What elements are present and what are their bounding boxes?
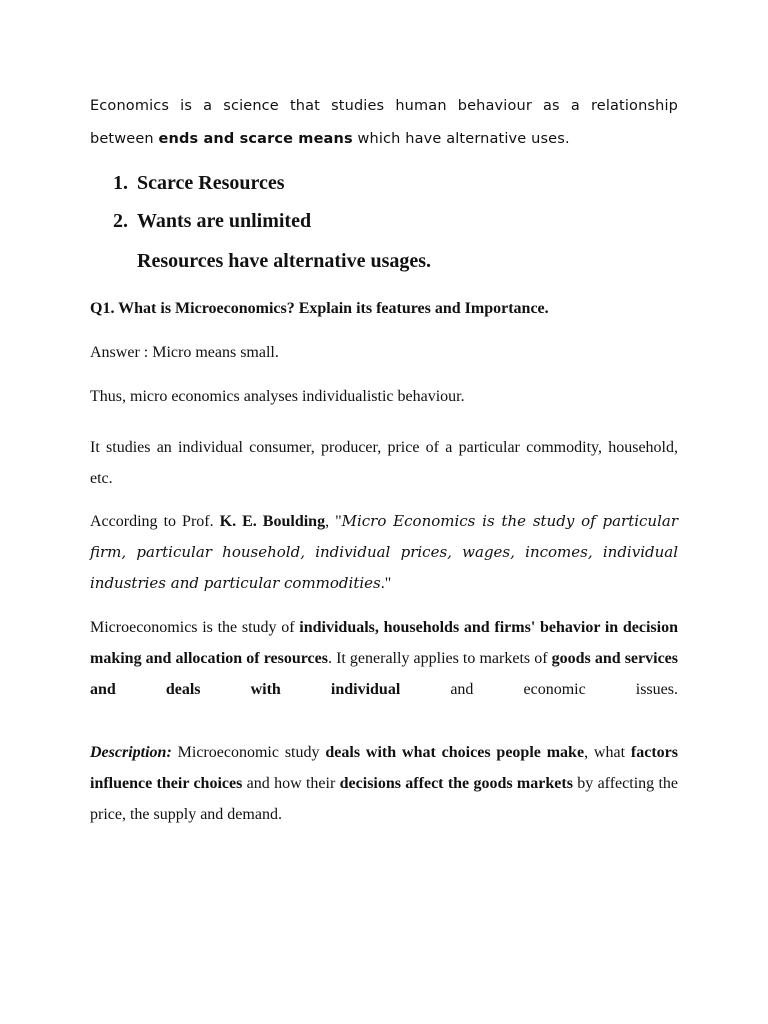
paragraph-text: Microeconomic study bbox=[171, 744, 326, 761]
author-name: K. E. Boulding bbox=[219, 513, 326, 530]
intro-paragraph bbox=[90, 90, 678, 156]
paragraph-bold-text: decisions affect the goods markets bbox=[339, 775, 573, 792]
list-item-continuation bbox=[137, 250, 678, 273]
quote-close: ." bbox=[380, 575, 392, 592]
definition-lead: According to Prof. bbox=[90, 513, 220, 530]
studies-paragraph: It studies an individual consumer, producer, price of a particular commodity, household, etc. bbox=[90, 439, 678, 487]
intro-text: Economics is a science that studies human behaviour as a relationship between bbox=[90, 98, 678, 147]
list-number: 2. bbox=[113, 210, 128, 232]
intro-text-end: which have alternative uses. bbox=[352, 131, 570, 147]
paragraph-bold-text: individuals, households and firms' behavior in decision making and allocation of resources bbox=[90, 619, 679, 667]
definition-quote: Micro Economics is the study of particular firm, particular household, individual prices, wages, incomes, individual industries and particular commodities bbox=[90, 512, 678, 592]
description-paragraph bbox=[90, 737, 678, 830]
paragraph-text: and how their bbox=[242, 775, 340, 792]
paragraph-text: by affecting the price, the supply and demand. bbox=[90, 775, 679, 823]
definition-paragraph bbox=[90, 506, 678, 599]
list-item bbox=[113, 172, 678, 195]
intro-bold-text: ends and scarce means bbox=[158, 131, 353, 147]
question-heading: Q1. What is Microeconomics? Explain its features and Importance. bbox=[90, 300, 549, 317]
list-item-text: Wants are unlimited bbox=[137, 210, 312, 232]
paragraph-bold-text: deals with what choices people make bbox=[325, 744, 585, 761]
paragraph-bold-text: goods and services and deals with individual bbox=[90, 650, 679, 698]
paragraph-text: , what bbox=[584, 744, 631, 761]
paragraph-text: . It generally applies to markets of bbox=[327, 650, 552, 667]
list-item-text: Resources have alternative usages. bbox=[137, 250, 432, 272]
list-number: 1. bbox=[113, 172, 128, 194]
microeconomics-paragraph bbox=[90, 612, 678, 705]
paragraph-text: and economic issues. bbox=[400, 681, 678, 698]
quote-open: , " bbox=[325, 513, 342, 530]
thus-paragraph: Thus, micro economics analyses individualistic behaviour. bbox=[90, 388, 465, 405]
list-item bbox=[113, 210, 678, 233]
answer-paragraph: Answer : Micro means small. bbox=[90, 344, 279, 361]
list-item-text: Scarce Resources bbox=[137, 172, 285, 194]
description-label: Description: bbox=[90, 744, 172, 761]
paragraph-text: Microeconomics is the study of bbox=[90, 619, 300, 636]
paragraph-bold-text: factors influence their choices bbox=[90, 744, 679, 792]
